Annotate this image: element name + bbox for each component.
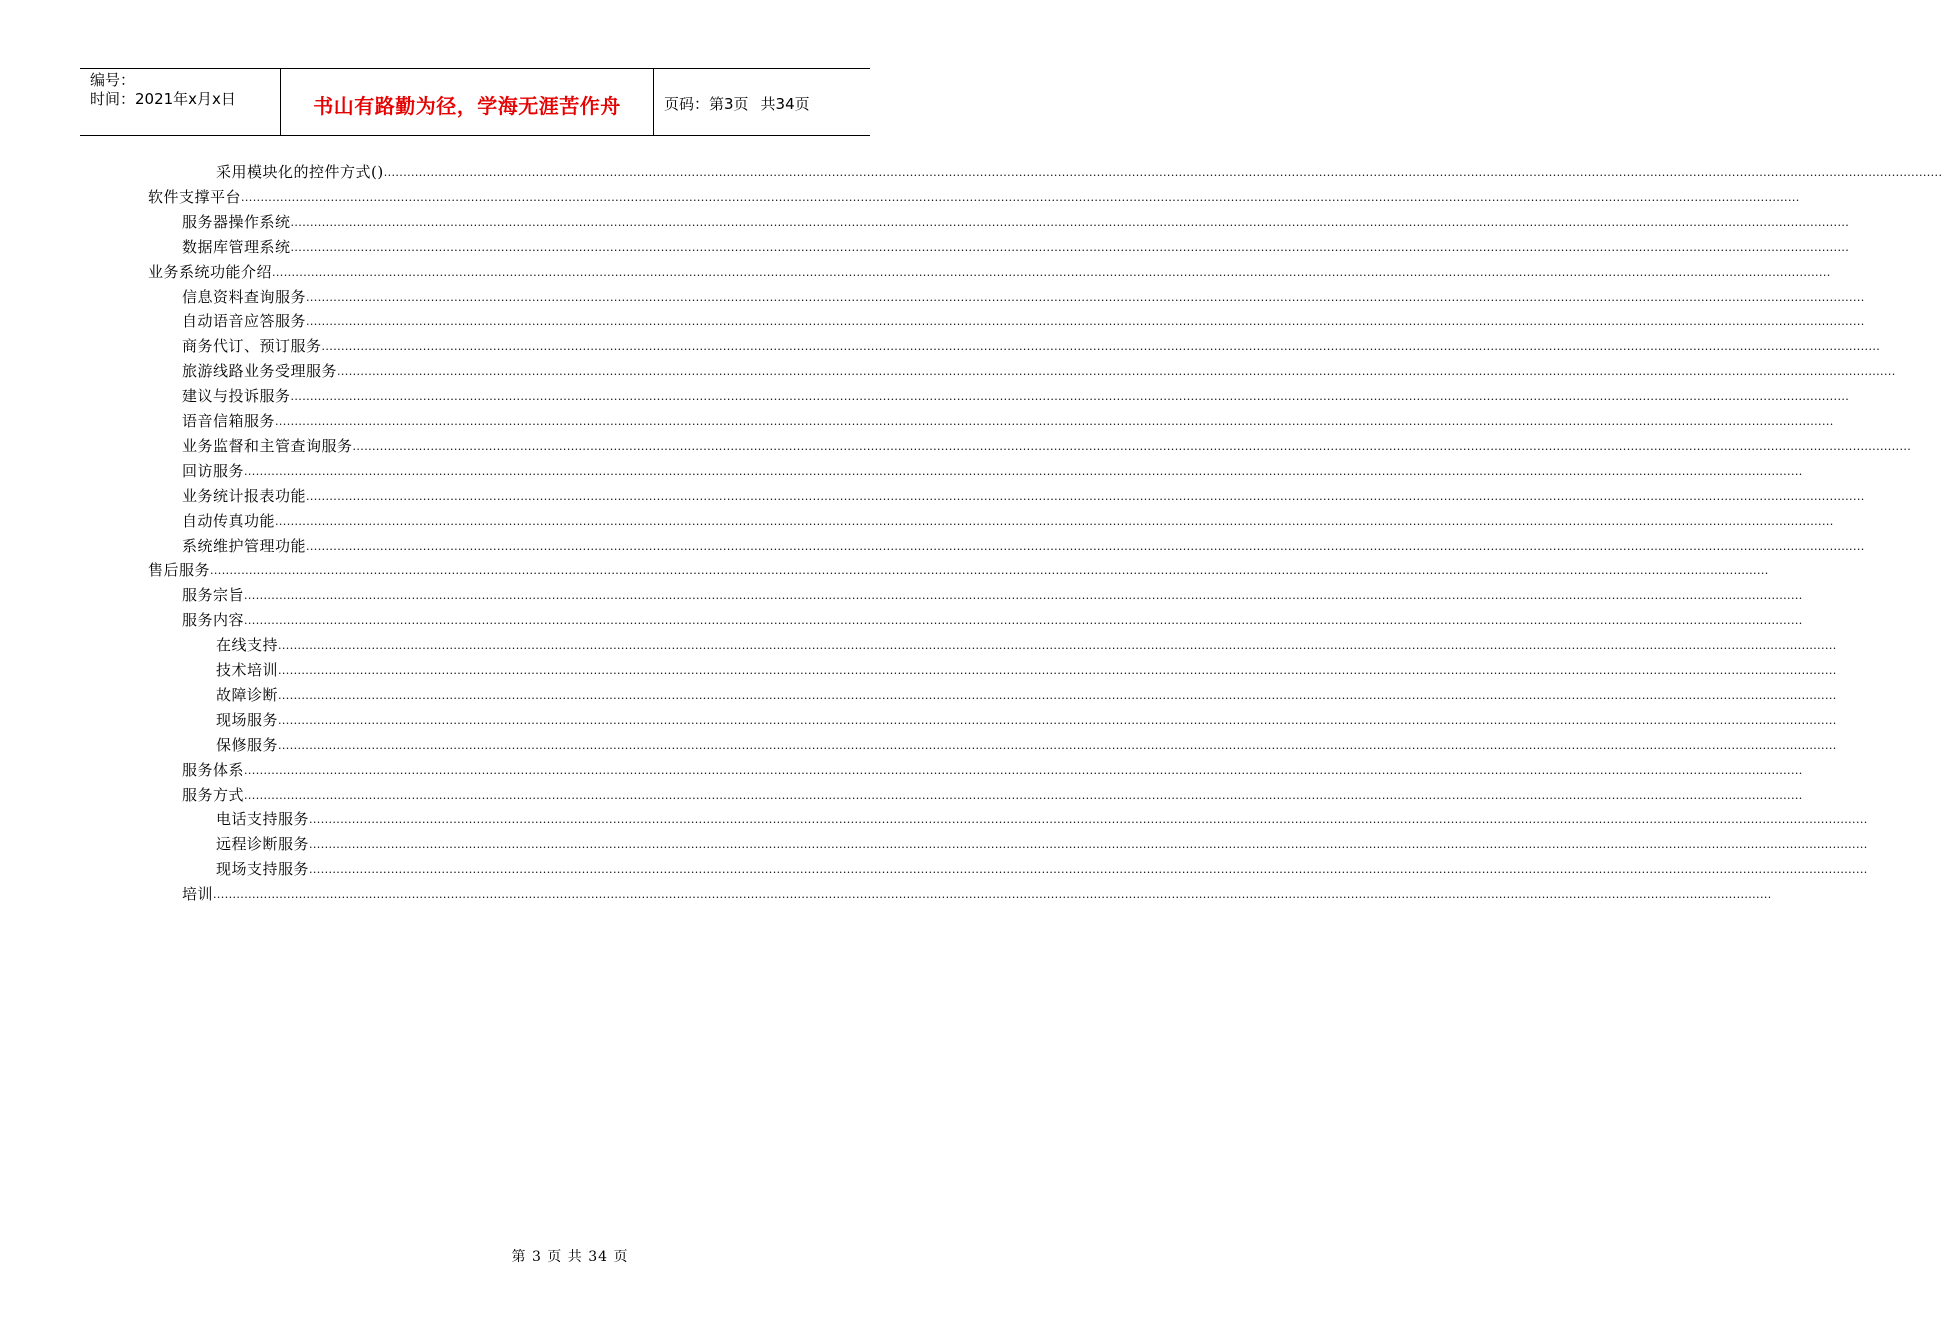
toc-entry[interactable]	[216, 733, 1837, 755]
toc-dot-leader: ................................................................................................................................................................................................................................................................................................................................................................................................................	[272, 266, 1831, 279]
toc-dot-leader: ................................................................................................................................................................................................................................................................................................................................................................................................................	[244, 589, 1803, 602]
toc-dot-leader: ................................................................................................................................................................................................................................................................................................................................................................................................................	[309, 863, 1868, 876]
toc-entry[interactable]	[216, 832, 1868, 854]
toc-entry-label: 技术培训	[216, 661, 279, 679]
toc-entry-label: 电话支持服务	[216, 810, 310, 828]
toc-entry[interactable]	[182, 783, 1803, 805]
toc-entry[interactable]	[182, 608, 1803, 630]
toc-dot-leader: ................................................................................................................................................................................................................................................................................................................................................................................................................	[383, 166, 1942, 179]
toc-entry-label: 服务器操作系统	[182, 213, 291, 231]
toc-dot-leader: ................................................................................................................................................................................................................................................................................................................................................................................................................	[290, 390, 1850, 403]
toc-dot-leader: ................................................................................................................................................................................................................................................................................................................................................................................................................	[309, 813, 1868, 826]
toc-entry[interactable]	[182, 484, 1865, 506]
toc-dot-leader: ................................................................................................................................................................................................................................................................................................................................................................................................................	[306, 315, 1865, 328]
toc-dot-leader: ................................................................................................................................................................................................................................................................................................................................................................................................................	[306, 540, 1865, 553]
toc-entry[interactable]	[182, 758, 1803, 780]
toc-entry[interactable]	[182, 235, 1850, 257]
header-meta	[80, 69, 281, 135]
toc-entry[interactable]	[148, 260, 1831, 282]
toc-dot-leader: ................................................................................................................................................................................................................................................................................................................................................................................................................	[210, 564, 1769, 577]
toc-dot-leader: ................................................................................................................................................................................................................................................................................................................................................................................................................	[244, 465, 1803, 478]
toc-entry-label: 在线支持	[216, 636, 279, 654]
toc-entry-label: 采用模块化的控件方式()	[216, 163, 384, 181]
toc-entry-label: 业务监督和主管查询服务	[182, 437, 353, 455]
toc-entry-label: 旅游线路业务受理服务	[182, 362, 338, 380]
header-motto: 书山有路勤为径，学海无涯苦作舟	[281, 69, 654, 135]
toc-entry[interactable]	[182, 409, 1834, 431]
toc-entry-label: 数据库管理系统	[182, 238, 291, 256]
toc-dot-leader: ................................................................................................................................................................................................................................................................................................................................................................................................................	[278, 739, 1837, 752]
toc-entry-label: 软件支撑平台	[148, 188, 242, 206]
toc-dot-leader: ................................................................................................................................................................................................................................................................................................................................................................................................................	[278, 639, 1837, 652]
toc-entry-label: 回访服务	[182, 462, 245, 480]
toc-entry-label: 业务统计报表功能	[182, 487, 307, 505]
toc-entry-label: 保修服务	[216, 736, 279, 754]
toc-entry[interactable]	[182, 309, 1865, 331]
toc-dot-leader: ................................................................................................................................................................................................................................................................................................................................................................................................................	[306, 291, 1865, 304]
toc-entry-label: 信息资料查询服务	[182, 288, 307, 306]
toc-dot-leader: ................................................................................................................................................................................................................................................................................................................................................................................................................	[275, 515, 1834, 528]
toc-entry[interactable]	[182, 384, 1850, 406]
toc-entry-label: 服务宗旨	[182, 586, 245, 604]
toc-dot-leader: ................................................................................................................................................................................................................................................................................................................................................................................................................	[352, 440, 1912, 453]
toc-entry[interactable]	[182, 334, 1881, 356]
toc-entry[interactable]	[182, 583, 1803, 605]
toc-entry-label: 自动传真功能	[182, 512, 276, 530]
toc-dot-leader: ................................................................................................................................................................................................................................................................................................................................................................................................................	[244, 764, 1803, 777]
toc-dot-leader: ................................................................................................................................................................................................................................................................................................................................................................................................................	[278, 714, 1837, 727]
toc-entry[interactable]	[148, 558, 1769, 580]
document-number-label: 编号：	[90, 71, 136, 89]
toc-entry-label: 远程诊断服务	[216, 835, 310, 853]
toc-entry-label: 商务代订、预订服务	[182, 337, 322, 355]
page-footer: 第 3 页 共 34 页	[511, 1249, 629, 1265]
header-page-number: 页码：第3页	[664, 94, 749, 113]
toc-dot-leader: ................................................................................................................................................................................................................................................................................................................................................................................................................	[241, 191, 1800, 204]
toc-entry[interactable]	[182, 509, 1834, 531]
toc-entry-label: 业务系统功能介绍	[148, 263, 273, 281]
toc-entry[interactable]	[182, 210, 1850, 232]
toc-dot-leader: ................................................................................................................................................................................................................................................................................................................................................................................................................	[309, 838, 1868, 851]
toc-dot-leader: ................................................................................................................................................................................................................................................................................................................................................................................................................	[306, 490, 1865, 503]
header-page-total: 共34页	[760, 94, 810, 113]
toc-dot-leader: ................................................................................................................................................................................................................................................................................................................................................................................................................	[275, 415, 1834, 428]
toc-entry-label: 服务内容	[182, 611, 245, 629]
toc-entry[interactable]	[216, 807, 1868, 829]
toc-entry[interactable]	[182, 882, 1772, 904]
toc-entry-label: 自动语音应答服务	[182, 312, 307, 330]
toc-entry[interactable]	[216, 857, 1868, 879]
toc-dot-leader: ................................................................................................................................................................................................................................................................................................................................................................................................................	[244, 789, 1803, 802]
toc-dot-leader: ................................................................................................................................................................................................................................................................................................................................................................................................................	[321, 340, 1881, 353]
toc-dot-leader: ................................................................................................................................................................................................................................................................................................................................................................................................................	[290, 216, 1850, 229]
page-header	[80, 68, 870, 136]
toc-entry-label: 建议与投诉服务	[182, 387, 291, 405]
toc-entry-label: 故障诊断	[216, 686, 279, 704]
toc-entry-label: 售后服务	[148, 561, 211, 579]
toc-entry[interactable]	[182, 285, 1865, 307]
document-time-label: 时间：2021年x月x日	[90, 90, 236, 108]
toc-entry-label: 服务方式	[182, 786, 245, 804]
toc-entry[interactable]	[148, 185, 1800, 207]
toc-entry[interactable]	[216, 633, 1837, 655]
toc-dot-leader: ................................................................................................................................................................................................................................................................................................................................................................................................................	[213, 888, 1772, 901]
toc-entry-label: 系统维护管理功能	[182, 537, 307, 555]
toc-dot-leader: ................................................................................................................................................................................................................................................................................................................................................................................................................	[337, 365, 1896, 378]
toc-entry-label: 现场服务	[216, 711, 279, 729]
toc-dot-leader: ................................................................................................................................................................................................................................................................................................................................................................................................................	[290, 241, 1850, 254]
toc-entry[interactable]	[182, 359, 1896, 381]
toc-entry-label: 培训	[182, 885, 214, 903]
toc-entry-label: 服务体系	[182, 761, 245, 779]
header-page-info	[654, 69, 870, 135]
toc-entry[interactable]	[182, 534, 1865, 556]
toc-entry[interactable]	[216, 658, 1837, 680]
toc-entry-label: 现场支持服务	[216, 860, 310, 878]
toc-entry[interactable]	[182, 459, 1803, 481]
toc-dot-leader: ................................................................................................................................................................................................................................................................................................................................................................................................................	[244, 614, 1803, 627]
toc-dot-leader: ................................................................................................................................................................................................................................................................................................................................................................................................................	[278, 664, 1837, 677]
toc-entry-label: 语音信箱服务	[182, 412, 276, 430]
toc-entry[interactable]	[216, 683, 1837, 705]
toc-entry[interactable]	[182, 434, 1912, 456]
toc-dot-leader: ................................................................................................................................................................................................................................................................................................................................................................................................................	[278, 689, 1837, 702]
toc-entry[interactable]	[216, 160, 1942, 182]
toc-entry[interactable]	[216, 708, 1837, 730]
